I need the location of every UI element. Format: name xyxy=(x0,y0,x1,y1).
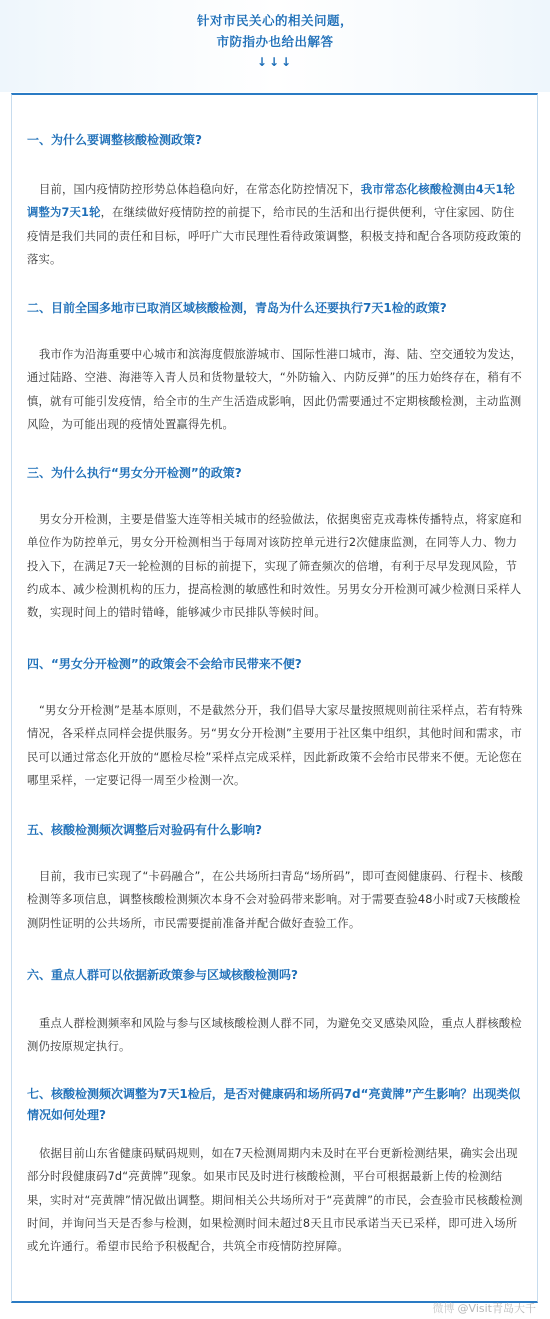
faq-answer-4: “男女分开检测”是基本原则，不是截然分开，我们倡导大家尽量按照规则前往采样点，若有特殊情况，各采样点同样会提供服务。另“男女分开检测”主要用于社区集中组织，其他时间和需求，市民可以通过常态化开放的“愿检尽检”采样点完成采样，因此新政策不会给市民带来不便。无论您在哪里采样，一定要记得一周至少检测一次。 xyxy=(27,704,523,787)
faq-answer-1-text-a: 目前，国内疫情防控形势总体趋稳向好，在常态化防控情况下， xyxy=(39,183,361,196)
faq-answer-1-text-b: ，在继续做好疫情防控的前提下，给市民的生活和出行提供便利，守住家园、防住疫情是我们共同的责任和目标，呼吁广大市民理性看待政策调整，积极支持和配合各项防疫政策的落实。 xyxy=(27,206,522,266)
faq-section-3 xyxy=(27,463,524,624)
faq-section-6 xyxy=(27,965,524,1059)
faq-question-2: 二、目前全国多地市已取消区域核酸检测，青岛为什么还要执行7天1检的政策? xyxy=(27,301,447,315)
faq-answer-7: 依据目前山东省健康码赋码规则，如在7天检测周期内未及时在平台更新检测结果，确实会出现部分时段健康码7d“亮黄牌”现象。如果市民及时进行核酸检测，平台可根据最新上传的检测结果，实时对“亮黄牌”情况做出调整。期间相关公共场所对于“亮黄牌”的市民，会查验市民核酸检测时间，并询问当天是否参与检测，如果检测时间未超过8天且市民承诺当天已采样，即可进入场所或允许通行。希望市民给予积极配合，共筑全市疫情防控屏障。 xyxy=(27,1147,523,1254)
faq-section-4 xyxy=(27,654,524,792)
faq-question-7: 七、核酸检测频次调整为7天1检后，是否对健康码和场所码7d“亮黄牌”产生影响？出现类似情况如何处理? xyxy=(27,1087,521,1122)
faq-answer-3: 男女分开检测，主要是借鉴大连等相关城市的经验做法，依据奥密克戎毒株传播特点，将家庭和单位作为防控单元，男女分开检测相当于每周对该防控单元进行2次健康监测，在同等人力、物力投入下，在满足7天一轮检测的目标的前提下，实现了筛查频次的倍增，有利于尽早发现风险，节约成本、减少检测机构的压力，提高检测的敏感性和时效性。另男女分开检测可减少检测日采样人数，实现时间上的错时错峰，能够减少市民排队等候时间。 xyxy=(27,513,522,620)
faq-question-6: 六、重点人群可以依据新政策参与区域核酸检测吗? xyxy=(27,968,298,982)
faq-section-5 xyxy=(27,820,524,935)
header-line-1: 针对市民关心的相关问题， xyxy=(196,13,353,28)
watermark-handle: @Visit青岛大千 xyxy=(457,1302,536,1315)
faq-question-1: 一、为什么要调整核酸检测政策? xyxy=(27,133,202,147)
faq-answer-6: 重点人群检测频率和风险与参与区域核酸检测人群不同，为避免交叉感染风险，重点人群核酸检测仍按原规定执行。 xyxy=(27,1017,522,1054)
faq-question-5: 五、核酸检测频次调整后对验码有什么影响? xyxy=(27,823,262,837)
down-arrows-icon: ↓↓↓ xyxy=(256,55,294,69)
faq-question-4: 四、“男女分开检测”的政策会不会给市民带来不便? xyxy=(27,657,302,671)
faq-section-7 xyxy=(27,1084,524,1258)
header-banner xyxy=(0,0,550,92)
weibo-logo-icon: 微博 xyxy=(432,1302,455,1315)
faq-answer-2: 我市作为沿海重要中心城市和滨海度假旅游城市、国际性港口城市，海、陆、空交通较为发达，通过陆路、空港、海港等入青人员和货物量较大，“外防输入、内防反弹”的压力始终存在，稍有不慎，就有可能引发疫情，给全市的生产生活造成影响，因此仍需要通过不定期核酸检测，主动监测风险，为可能出现的疫情处置赢得先机。 xyxy=(27,348,522,431)
header-line-2: 市防指办也给出解答 xyxy=(216,34,334,49)
weibo-watermark xyxy=(433,1300,536,1316)
faq-section-2 xyxy=(27,298,524,436)
faq-section-1 xyxy=(27,130,524,271)
faq-answer-1-highlight: 我市常态化核酸检测由4天1轮调整为7天1轮 xyxy=(27,183,516,220)
faq-answer-5: 目前，我市已实现了“卡码融合”，在公共场所扫青岛“场所码”，即可查阅健康码、行程卡、核酸检测等多项信息，调整核酸检测频次本身不会对验码带来影响。对于需要查验48小时或7天核酸检测阴性证明的公共场所，市民需要提前准备并配合做好查验工作。 xyxy=(27,870,524,930)
faq-question-3: 三、为什么执行“男女分开检测”的政策? xyxy=(27,466,242,480)
faq-answer-1 xyxy=(27,178,524,271)
